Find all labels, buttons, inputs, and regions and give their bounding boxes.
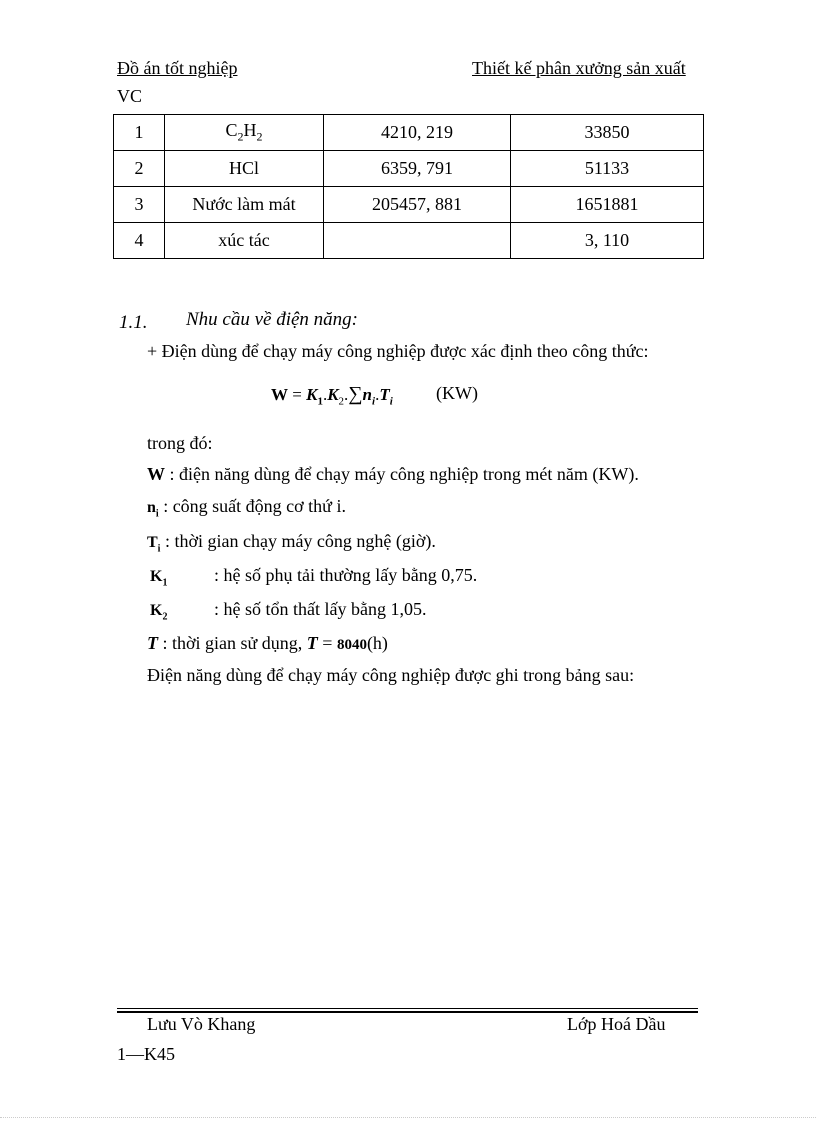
row-value2: 33850: [511, 115, 704, 151]
row-value2: 1651881: [511, 187, 704, 223]
row-name: xúc tác: [165, 223, 324, 259]
table-row: [114, 115, 704, 151]
def-n: $n_i$ : công suất động cơ thứ i.: [147, 496, 346, 520]
row-value1: 205457, 881: [324, 187, 511, 223]
def-k2-text: : hệ số tổn thất lấy bằng 1,05.: [214, 599, 427, 619]
row-value2: 3, 110: [511, 223, 704, 259]
row-number: 1: [114, 115, 165, 151]
def-time: T : thời gian sử dụng, T = 8040(h): [147, 633, 388, 653]
section-intro: + Điện dùng để chạy máy công nghiệp được xác định theo công thức:: [147, 341, 649, 361]
row-name: HCl: [165, 151, 324, 187]
footer-author: Lưu Vò Khang: [147, 1014, 256, 1034]
footer-rule-bottom: [117, 1011, 698, 1013]
def-w: W : điện năng dùng để chạy máy công nghiệp trong mét năm (KW).: [147, 464, 639, 484]
page-bottom-border: [0, 1117, 816, 1118]
section-number: 1.1.: [119, 312, 148, 333]
section-title: Nhu cầu về điện năng:: [186, 309, 359, 330]
row-value2: 51133: [511, 151, 704, 187]
row-number: 4: [114, 223, 165, 259]
row-value1: 6359, 791: [324, 151, 511, 187]
where-label: trong đó:: [147, 433, 213, 453]
row-value1: [324, 223, 511, 259]
table-row: [114, 223, 704, 259]
footer-rule-top: [117, 1008, 698, 1009]
row-name: $C_2H_2$: [165, 115, 324, 151]
header-right: Thiết kế phân xưởng sản xuất: [472, 58, 686, 78]
def-k1: $K_1$: [150, 568, 168, 589]
row-number: 2: [114, 151, 165, 187]
def-k2: $K_2$: [150, 602, 168, 623]
formula: $W = K_1.K_2.\sum n_i.T_i$: [271, 383, 393, 408]
row-value1: 4210, 219: [324, 115, 511, 151]
table-row: [114, 187, 704, 223]
header-continuation: VC: [117, 86, 143, 106]
consumption-table: [113, 114, 704, 259]
footer-class-name: Lớp Hoá Dầu: [567, 1014, 666, 1034]
formula-unit: (KW): [436, 383, 478, 403]
def-t: $T_i$ : thời gian chạy máy công nghệ (giờ).: [147, 531, 436, 555]
row-number: 3: [114, 187, 165, 223]
def-k1-text: : hệ số phụ tải thường lấy bằng 0,75.: [214, 565, 478, 585]
table-row: [114, 151, 704, 187]
footer-class-code: 1—K45: [117, 1044, 175, 1064]
row-name: Nước làm mát: [165, 187, 324, 223]
closing-text: Điện năng dùng để chạy máy công nghiệp được ghi trong bảng sau:: [147, 665, 635, 685]
header-left: Đồ án tốt nghiệp: [117, 58, 238, 78]
